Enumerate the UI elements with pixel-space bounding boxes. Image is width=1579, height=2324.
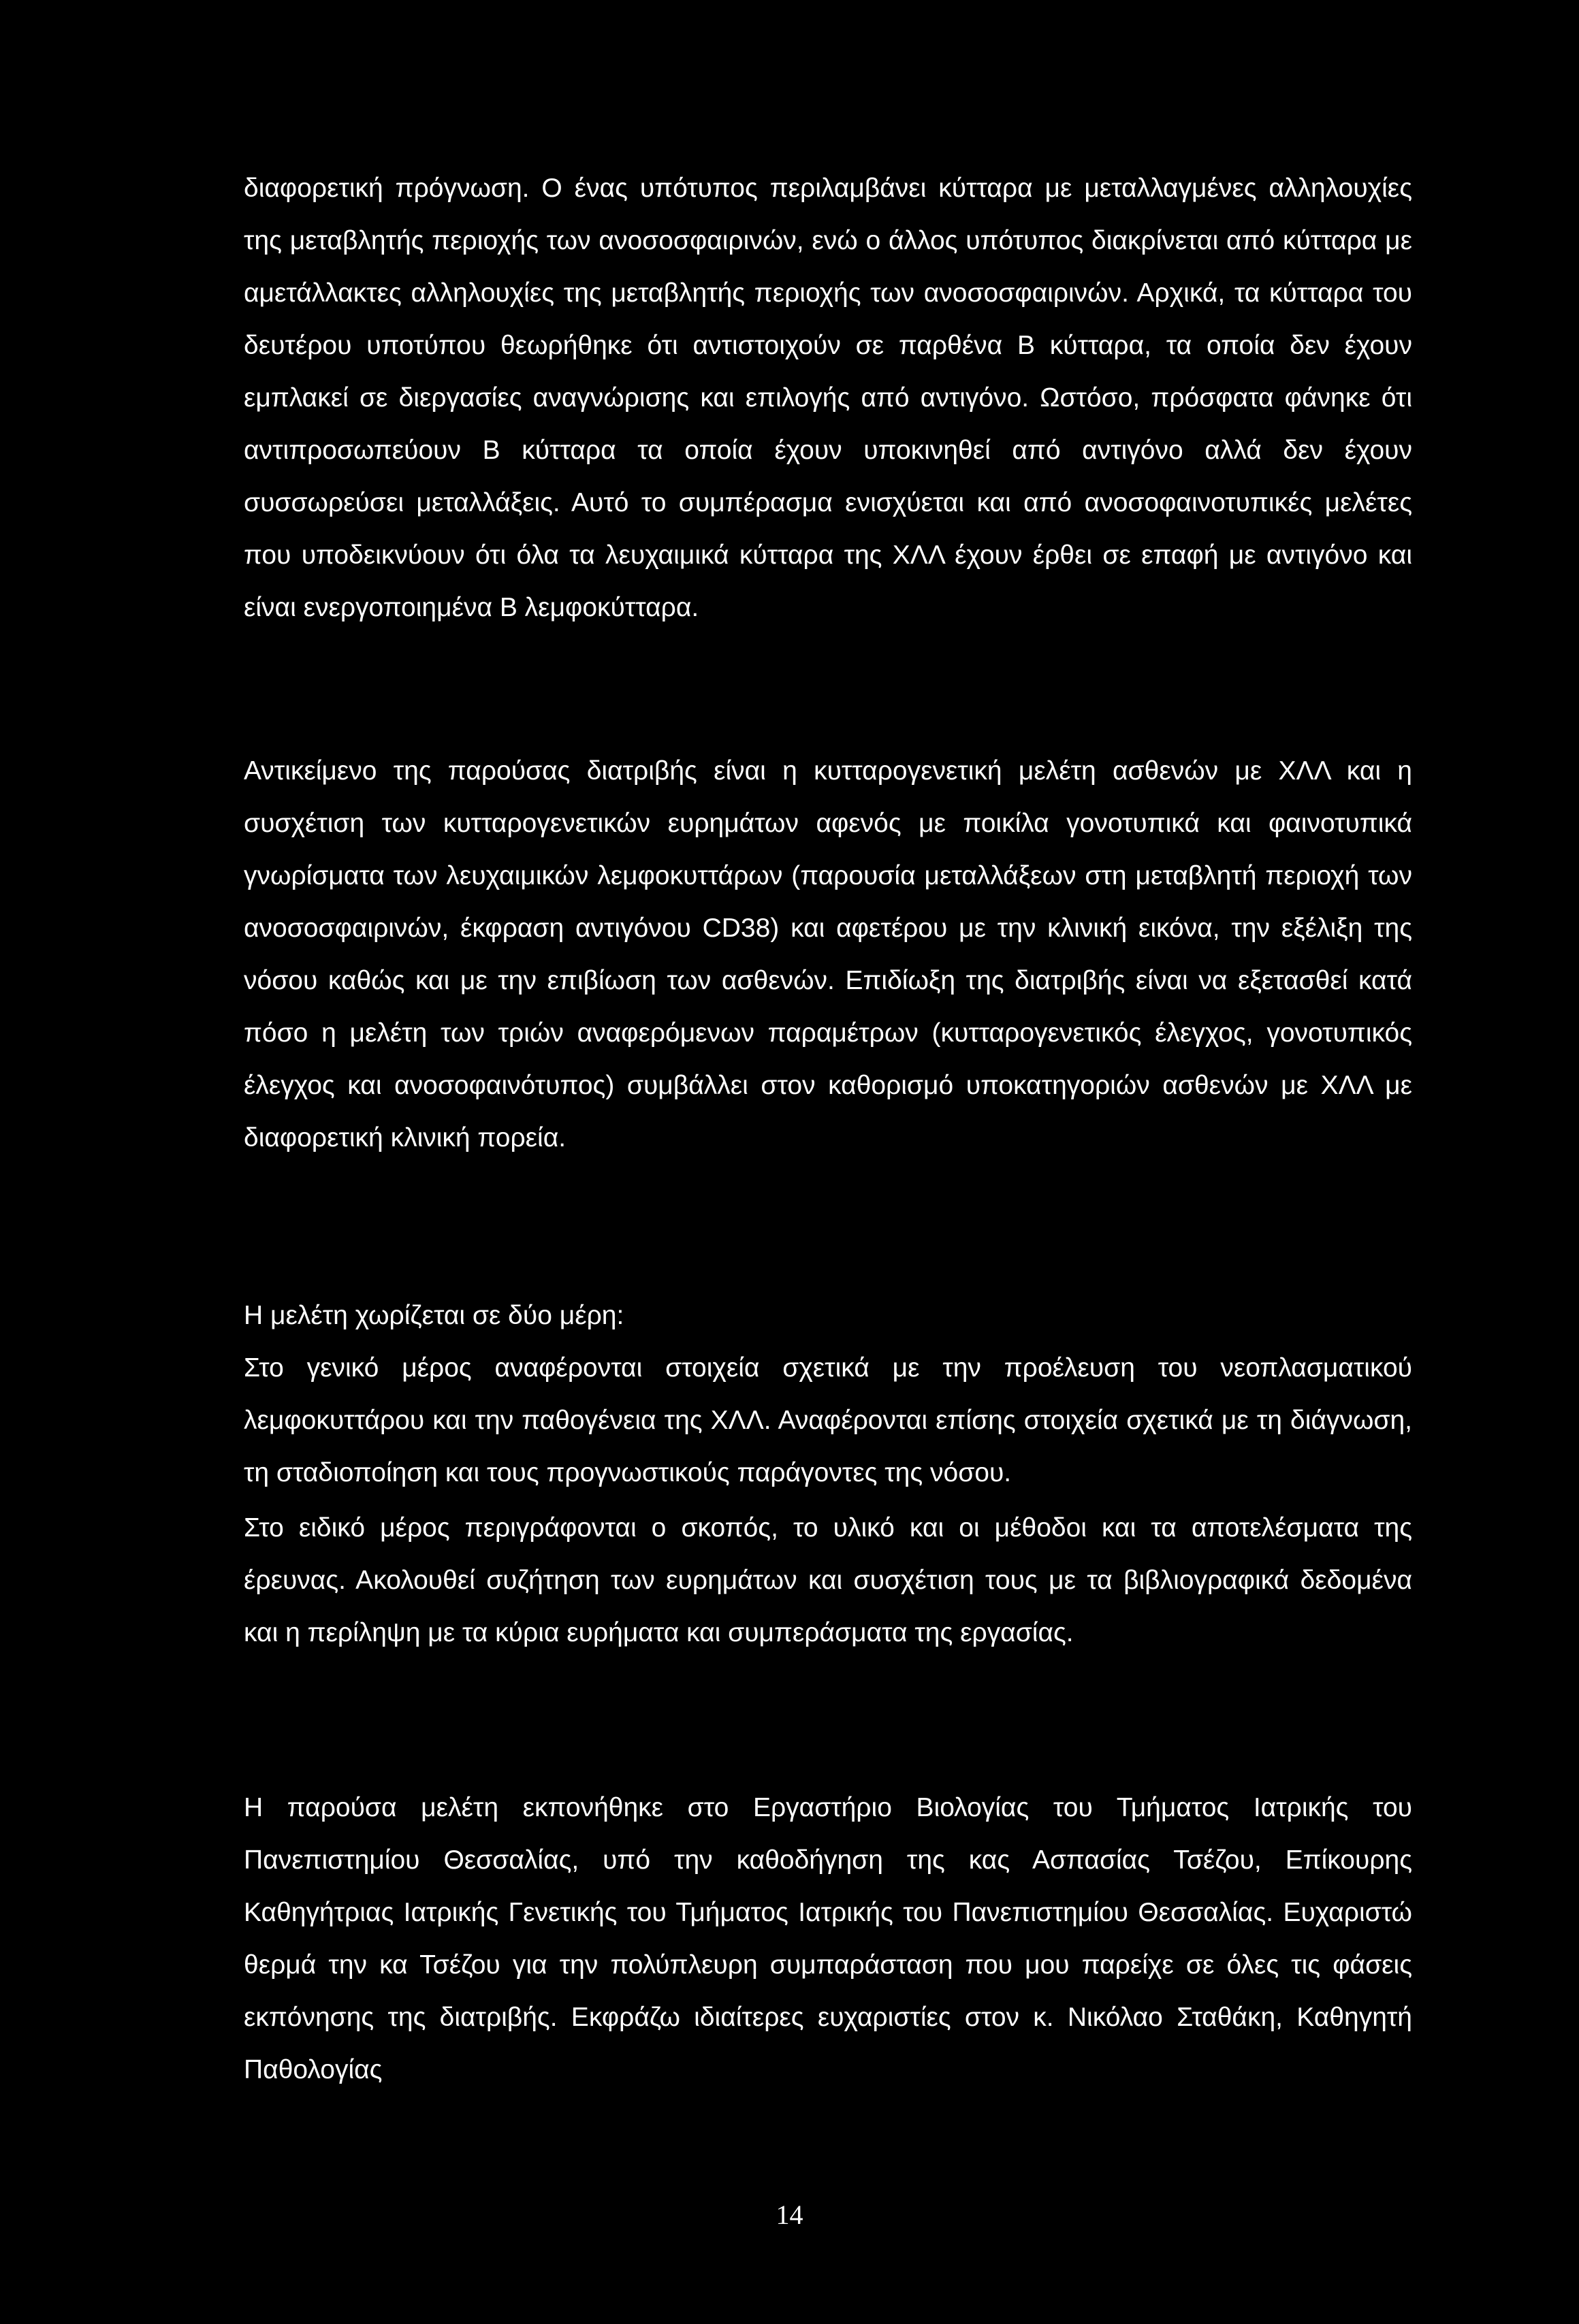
paragraph-prognosis-subtypes: διαφορετική πρόγνωση. Ο ένας υπότυπος περιλαμβάνει κύτταρα με μεταλλαγμένες αλληλουχίες της μεταβλητής περιοχής των ανοσοσφαιρινών, ενώ ο άλλος υπότυπος διακρίνεται από κύτταρα με αμετάλλακτες αλληλουχίες της μεταβλητής περιοχής των ανοσοσφαιρινών. Αρχικά, τα κύτταρα του δευτέρου υποτύπου θεωρήθηκε ότι αντιστοιχούν σε παρθένα Β κύτταρα, τα οποία δεν έχουν εμπλακεί σε διεργασίες αναγνώρισης και επιλογής από αντιγόνο. Ωστόσο, πρόσφατα φάνηκε ότι αντιπροσωπεύουν Β κύτταρα τα οποία έχουν υποκινηθεί από αντιγόνο αλλά δεν έχουν συσσωρεύσει μεταλλάξεις. Αυτό το συμπέρασμα ενισχύεται και από ανοσοφαινοτυπικές μελέτες που υποδεικνύουν ότι όλα τα λευχαιμικά κύτταρα της ΧΛΛ έχουν έρθει σε επαφή με αντιγόνο και είναι ενεργοποιημένα Β λεμφοκύτταρα.	[244, 174, 1412, 622]
paragraph-thesis-objective: Αντικείμενο της παρούσας διατριβής είναι η κυτταρογενετική μελέτη ασθενών με ΧΛΛ και η συσχέτιση των κυτταρογενετικών ευρημάτων αφενός με ποικίλα γονοτυπικά και φαινοτυπικά γνωρίσματα των λευχαιμικών λεμφοκυττάρων (παρουσία μεταλλάξεων στη μεταβλητή περιοχή των ανοσοσφαιρινών, έκφραση αντιγόνου CD38) και αφετέρου με την κλινική εικόνα, την εξέλιξη της νόσου καθώς και με την επιβίωση των ασθενών. Επιδίωξη της διατριβής είναι να εξετασθεί κατά πόσο η μελέτη των τριών αναφερόμενων παραμέτρων (κυτταρογενετικός έλεγχος, γονοτυπικός έλεγχος και ανοσοφαινότυπος) συμβάλλει στον καθορισμό υποκατηγοριών ασθενών με ΧΛΛ με διαφορετική κλινική πορεία.	[244, 756, 1412, 1152]
paragraph-study-structure-specific: Στο ειδικό μέρος περιγράφονται ο σκοπός, το υλικό και οι μέθοδοι και τα αποτελέσματα της έρευνας. Ακολουθεί συζήτηση των ευρημάτων και συσχέτιση τους με τα βιβλιογραφικά δεδομένα και η περίληψη με τα κύρια ευρήματα και συμπεράσματα της εργασίας.	[244, 1513, 1412, 1647]
paragraph-acknowledgements: Η παρούσα μελέτη εκπονήθηκε στο Εργαστήριο Βιολογίας του Τμήματος Ιατρικής του Πανεπιστημίου Θεσσαλίας, υπό την καθοδήγηση της κας Ασπασίας Τσέζου, Επίκουρης Καθηγήτριας Ιατρικής Γενετικής του Τμήματος Ιατρικής του Πανεπιστημίου Θεσσαλίας. Ευχαριστώ θερμά την κα Τσέζου για την πολύπλευρη συμπαράσταση που μου παρείχε σε όλες τις φάσεις εκπόνησης της διατριβής. Εκφράζω ιδιαίτερες ευχαριστίες στον κ. Νικόλαο Σταθάκη, Καθηγητή Παθολογίας	[244, 1793, 1412, 2084]
paragraph-study-structure-general: Η μελέτη χωρίζεται σε δύο μέρη: Στο γενικό μέρος αναφέρονται στοιχεία σχετικά με την προέλευση του νεοπλασματικού λεμφοκυττάρου και την παθογένεια της ΧΛΛ. Αναφέρονται επίσης στοιχεία σχετικά με τη διάγνωση, τη σταδιοποίηση και τους προγνωστικούς παράγοντες της νόσου.	[244, 1301, 1412, 1487]
page-number: 14	[776, 2199, 803, 2230]
